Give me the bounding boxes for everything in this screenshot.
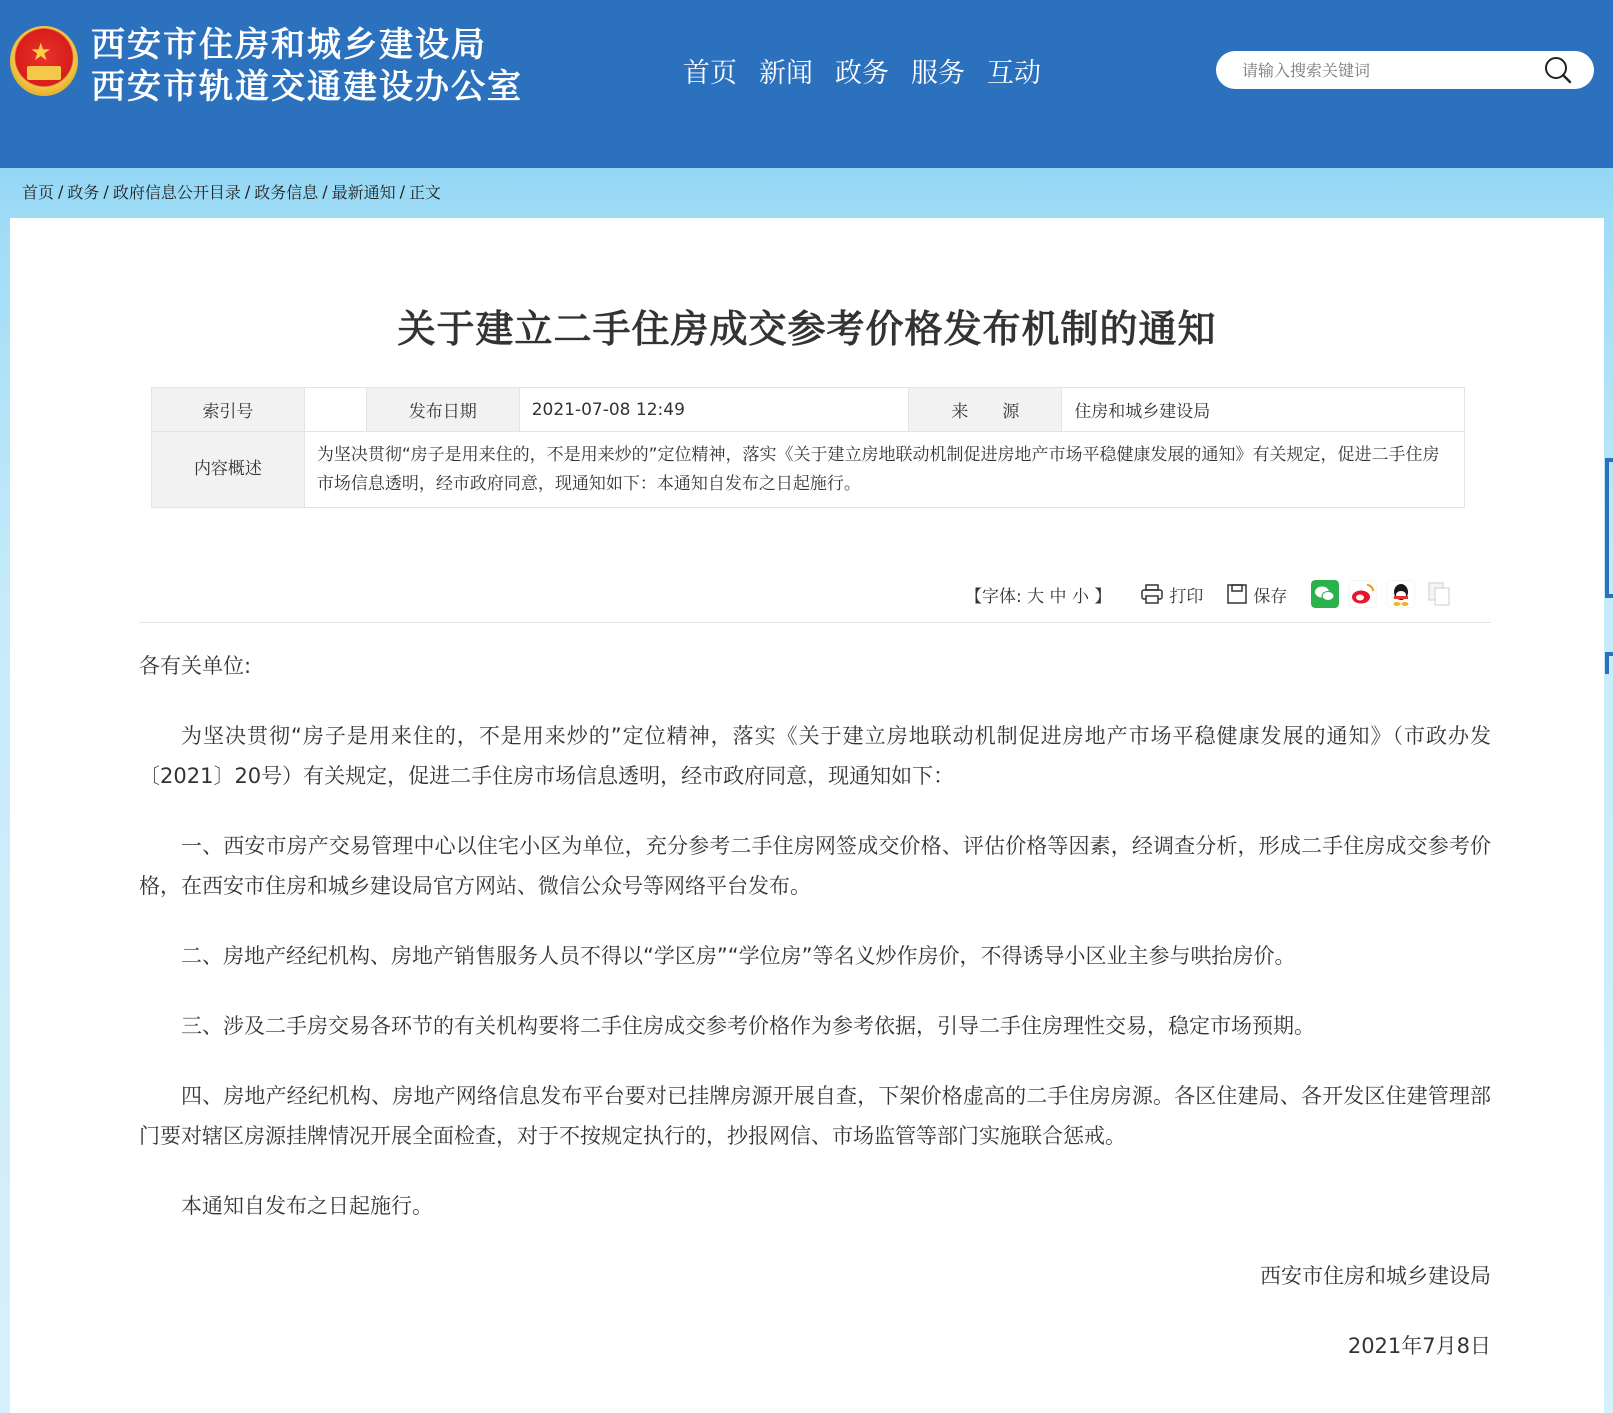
breadcrumb-home[interactable]: 首页	[22, 183, 55, 202]
nav-services[interactable]: 服务	[911, 58, 965, 89]
breadcrumb-government-info[interactable]: 政务信息	[254, 183, 319, 202]
publish-date-label: 发布日期	[366, 388, 519, 432]
side-float-tab-secondary[interactable]	[1605, 652, 1613, 674]
site-header	[0, 0, 1613, 168]
breadcrumb-government-affairs[interactable]: 政务	[67, 183, 100, 202]
breadcrumb-separator: /	[322, 182, 328, 201]
copy-icon[interactable]	[1425, 580, 1453, 608]
font-size-control	[965, 582, 1111, 607]
nav-government-affairs[interactable]: 政务	[835, 58, 889, 89]
publish-date-value: 2021-07-08 12:49	[519, 388, 909, 432]
paragraph: 二、房地产经纪机构、房地产销售服务人员不得以“学区房”“学位房”等名义炒作房价，不得诱导小区业主参与哄抬房价。	[181, 944, 1296, 968]
article-title: 关于建立二手住房成交参考价格发布机制的通知	[397, 307, 1217, 351]
breadcrumb-separator: /	[399, 182, 406, 201]
main-nav	[683, 56, 1041, 92]
breadcrumb-separator: /	[103, 182, 109, 201]
site-title-line1: 西安市住房和城乡建设局	[91, 25, 487, 65]
breadcrumb-latest-notices[interactable]: 最新通知	[331, 183, 396, 202]
side-float-tab[interactable]	[1605, 458, 1613, 598]
font-size-small[interactable]: 小	[1071, 586, 1089, 607]
national-emblem-logo: ★	[10, 26, 78, 96]
breadcrumb-info-catalog[interactable]: 政府信息公开目录	[112, 183, 241, 202]
print-button[interactable]	[1141, 582, 1203, 607]
article-meta-table	[151, 387, 1465, 508]
font-size-suffix: 】	[1094, 586, 1112, 607]
source-value: 住房和城乡建设局	[1062, 388, 1465, 432]
index-label: 索引号	[152, 388, 305, 432]
wechat-icon[interactable]	[1311, 580, 1339, 608]
toolbar-divider	[139, 622, 1491, 623]
font-size-medium[interactable]: 中	[1049, 586, 1067, 607]
breadcrumb-current: 正文	[409, 183, 442, 202]
signature-date: 2021年7月8日	[1347, 1334, 1491, 1358]
paragraph: 为坚决贯彻“房子是用来住的，不是用来炒的”定位精神，落实《关于建立房地联动机制促进房地产市场平稳健康发展的通知》（市政办发〔2021〕20号）有关规定，促进二手住房市场信息透明，经市政府同意，现通知如下：	[139, 724, 1491, 788]
search-input[interactable]	[1242, 57, 1532, 83]
nav-interaction[interactable]: 互动	[987, 58, 1041, 89]
print-label: 打印	[1169, 586, 1204, 607]
article-body	[139, 646, 1491, 1396]
nav-home[interactable]: 首页	[683, 58, 737, 89]
paragraph: 本通知自发布之日起施行。	[181, 1194, 433, 1218]
summary-value: 为坚决贯彻“房子是用来住的，不是用来炒的”定位精神，落实《关于建立房地联动机制促进房地产市场平稳健康发展的通知》有关规定，促进二手住房市场信息透明，经市政府同意，现通知如下：本通知自发布之日起施行。	[304, 432, 1464, 508]
paragraph: 一、西安市房产交易管理中心以住宅小区为单位，充分参考二手住房网签成交价格、评估价格等因素，经调查分析，形成二手住房成交参考价格，在西安市住房和城乡建设局官方网站、微信公众号等网络平台发布。	[139, 834, 1491, 898]
paragraph: 四、房地产经纪机构、房地产网络信息发布平台要对已挂牌房源开展自查，下架价格虚高的二手住房房源。各区住建局、各开发区住建管理部门要对辖区房源挂牌情况开展全面检查，对于不按规定执行的，抄报网信、市场监管等部门实施联合惩戒。	[139, 1084, 1491, 1148]
site-title[interactable]	[91, 24, 523, 108]
nav-news[interactable]: 新闻	[759, 58, 813, 89]
save-icon	[1227, 584, 1247, 604]
qq-icon[interactable]	[1387, 580, 1415, 608]
font-size-prefix: 【字体:	[965, 586, 1022, 607]
breadcrumb-separator: /	[244, 182, 251, 201]
site-title-line2: 西安市轨道交通建设办公室	[91, 67, 523, 107]
breadcrumb	[22, 180, 441, 203]
font-size-large[interactable]: 大	[1027, 586, 1045, 607]
signature: 西安市住房和城乡建设局	[1260, 1264, 1491, 1288]
save-label: 保存	[1253, 586, 1288, 607]
article-toolbar	[965, 580, 1463, 608]
summary-label: 内容概述	[152, 432, 305, 508]
search-icon[interactable]	[1542, 55, 1574, 85]
paragraph: 三、涉及二手房交易各环节的有关机构要将二手住房成交参考价格作为参考依据，引导二手住房理性交易，稳定市场预期。	[181, 1014, 1315, 1038]
article-card	[10, 218, 1604, 1413]
source-label: 来 源	[909, 388, 1062, 432]
printer-icon	[1141, 584, 1163, 604]
index-value	[304, 388, 366, 432]
save-button[interactable]	[1227, 582, 1287, 607]
search-box	[1216, 51, 1594, 89]
salutation: 各有关单位:	[139, 654, 252, 678]
weibo-icon[interactable]	[1349, 580, 1377, 608]
breadcrumb-separator: /	[58, 182, 64, 201]
